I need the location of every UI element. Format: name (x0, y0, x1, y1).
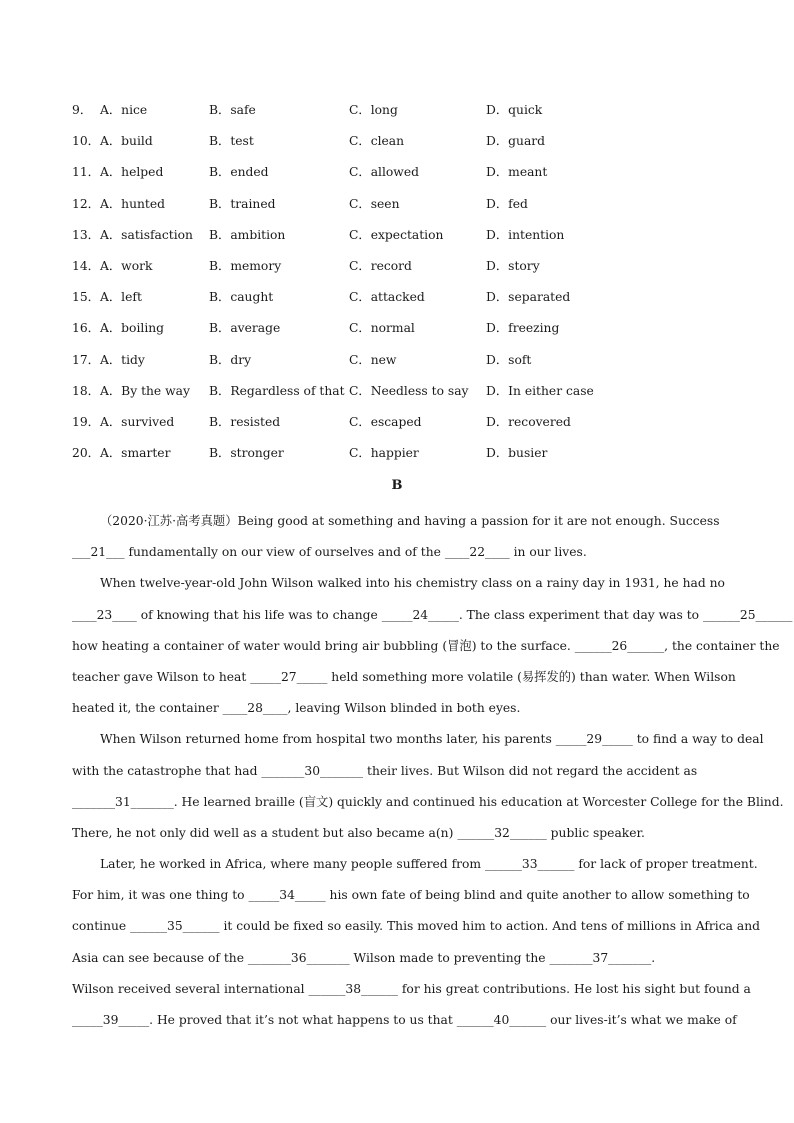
option-b: B．dry (209, 352, 252, 367)
option-row (72, 287, 752, 318)
blank-25: ______25______ (702, 607, 793, 622)
blank-29: _____29_____ (555, 732, 633, 747)
passage-line (72, 818, 732, 849)
passage-text: their lives. But Wilson did not regard the accident as (363, 763, 698, 778)
option-b: B．trained (209, 196, 276, 211)
option-b: B．ended (209, 165, 269, 180)
blank-35: ______35______ (130, 919, 220, 934)
option-d: D．meant (486, 165, 548, 180)
passage-text: his own fate of being blind and quite another to allow something to (325, 888, 750, 903)
option-c: C．clean (349, 134, 405, 149)
option-c: C．seen (349, 196, 400, 211)
option-d: D．separated (486, 290, 571, 305)
question-number: 12． (72, 196, 100, 211)
question-number: 18． (72, 383, 100, 398)
blank-26: ______26______ (574, 638, 665, 653)
passage-text: . He learned braille (盲文) quickly and continued his education at Worcester College for the Blind. (173, 794, 784, 809)
blank-28: ____28____ (222, 701, 288, 716)
blank-31: _______31_______ (72, 794, 174, 809)
option-a: A．nice (100, 103, 148, 117)
question-number: 17． (72, 352, 100, 367)
option-a: A．left (100, 290, 142, 305)
passage-text: in our lives. (509, 545, 587, 560)
blank-23: ____23____ (72, 607, 137, 622)
passage (72, 506, 793, 1036)
passage-line (72, 662, 736, 693)
blank-21: ___21___ (72, 545, 125, 560)
blank-37: _______37_______ (549, 950, 652, 965)
section-title: B (391, 478, 403, 493)
option-a: A．helped (100, 165, 164, 180)
option-d: D．recovered (486, 414, 571, 429)
passage-text: with the catastrophe that had (72, 763, 262, 778)
passage-text: There, he not only did well as a student but also became a(n) (72, 825, 458, 840)
option-a: A．satisfaction (100, 227, 193, 242)
option-d: D．intention (486, 227, 565, 242)
option-a: A．survived (100, 414, 175, 429)
passage-text: （2020·江苏·高考真题）Being good at something and having a passion for it are not enough. Success (100, 514, 720, 528)
option-a: A．boiling (100, 321, 165, 336)
passage-text: fundamentally on our view of ourselves and of the (124, 545, 445, 560)
blank-33: ______33______ (485, 857, 575, 872)
passage-text: to find a way to deal (632, 732, 764, 747)
blank-34: _____34_____ (248, 888, 326, 903)
option-c: C．expectation (349, 227, 444, 242)
option-d: D．guard (486, 134, 546, 149)
passage-text: Wilson received several international (72, 981, 309, 996)
passage-line (72, 880, 750, 911)
passage-text: it could be fixed so easily. This moved him to action. And tens of millions in Africa and (219, 919, 760, 934)
blank-30: _______30_______ (261, 763, 364, 778)
question-number: 20． (72, 446, 100, 461)
option-b: B．average (209, 321, 281, 336)
option-c: C．new (349, 352, 397, 367)
option-row (72, 256, 752, 287)
option-c: C．allowed (349, 165, 419, 180)
option-d: D．fed (486, 196, 528, 211)
passage-text: our lives-it’s what we make of (546, 1013, 737, 1027)
blank-27: _____27_____ (250, 669, 328, 684)
option-d: D．freezing (486, 321, 560, 336)
option-b: B．safe (209, 103, 256, 117)
blank-32: ______32______ (457, 825, 547, 840)
passage-line (72, 506, 732, 537)
option-row (72, 162, 752, 193)
passage-text: continue (72, 919, 131, 934)
question-number: 15． (72, 290, 100, 305)
option-d: D．quick (486, 103, 543, 117)
option-row (72, 350, 752, 381)
option-c: C．long (349, 103, 398, 117)
option-c: C．record (349, 258, 412, 273)
passage-line (72, 849, 758, 880)
option-c: C．happier (349, 446, 419, 461)
passage-text: for lack of proper treatment. (574, 857, 758, 872)
option-d: D．busier (486, 446, 548, 461)
option-d: D．story (486, 258, 540, 273)
question-number: 16． (72, 321, 100, 336)
passage-line (72, 568, 732, 599)
option-row (72, 318, 752, 349)
option-b: B．caught (209, 290, 274, 305)
passage-line (72, 787, 784, 818)
option-a: A．smarter (100, 446, 171, 461)
passage-line (72, 693, 732, 724)
option-a: A．hunted (100, 196, 166, 211)
question-number: 11． (72, 165, 100, 180)
passage-text: Asia can see because of the (72, 950, 248, 965)
passage-text: teacher gave Wilson to heat (72, 669, 251, 684)
option-a: A．build (100, 134, 153, 149)
option-b: B．stronger (209, 446, 284, 461)
blank-22: ____22____ (444, 545, 510, 560)
passage-line (72, 911, 760, 942)
blank-36: _______36_______ (247, 950, 350, 965)
passage-text: public speaker. (546, 825, 645, 840)
question-number: 14． (72, 258, 100, 273)
option-a: A．By the way (100, 383, 190, 398)
passage-text: When Wilson returned home from hospital two months later, his parents (100, 732, 556, 747)
option-row (72, 194, 752, 225)
passage-text: For him, it was one thing to (72, 888, 249, 903)
option-b: B．Regardless of that (209, 383, 345, 398)
passage-line (72, 724, 764, 755)
blank-38: ______38______ (308, 981, 398, 996)
question-number: 13． (72, 227, 100, 242)
passage-text: for his great contributions. He lost his sight but found a (397, 981, 751, 996)
option-row (72, 412, 752, 443)
passage-text: , the container the (664, 638, 780, 653)
option-row (72, 100, 752, 131)
passage-line (72, 756, 732, 787)
question-number: 19． (72, 414, 100, 429)
question-number: 9． (72, 103, 93, 117)
passage-text: . He proved that it’s not what happens to us that (149, 1013, 457, 1027)
options-list (72, 100, 752, 474)
option-row (72, 381, 752, 412)
option-b: B．memory (209, 258, 282, 273)
passage-line (72, 943, 732, 974)
option-c: C．Needless to say (349, 383, 469, 398)
option-d: D．soft (486, 352, 532, 367)
option-b: B．test (209, 134, 254, 149)
passage-text: When twelve-year-old John Wilson walked into his chemistry class on a rainy day in 1931, he had no (100, 576, 725, 591)
option-row (72, 443, 752, 474)
passage-text: held something more volatile (易挥发的) than water. When Wilson (327, 669, 736, 684)
passage-line (72, 974, 751, 1005)
passage-text: how heating a container of water would bring air bubbling (冒泡) to the surface. (72, 638, 575, 653)
passage-line (72, 1005, 737, 1036)
blank-24: _____24_____ (381, 607, 459, 622)
passage-text: Wilson made to preventing the (349, 950, 550, 965)
passage-text: heated it, the container (72, 701, 223, 716)
passage-text: . The class experiment that day was to (458, 607, 703, 622)
passage-text: Later, he worked in Africa, where many people suffered from (100, 857, 485, 872)
question-number: 10． (72, 134, 100, 149)
option-a: A．tidy (100, 352, 145, 367)
option-a: A．work (100, 258, 153, 273)
option-row (72, 225, 752, 256)
blank-39: _____39_____ (72, 1013, 150, 1027)
option-c: C．attacked (349, 290, 425, 305)
option-row (72, 131, 752, 162)
passage-text: of knowing that his life was to change (136, 607, 382, 622)
option-c: C．escaped (349, 414, 422, 429)
option-b: B．resisted (209, 414, 281, 429)
passage-line (72, 537, 732, 568)
blank-40: ______40______ (456, 1013, 547, 1027)
passage-line (72, 600, 793, 631)
passage-text: . (651, 950, 656, 965)
option-b: B．ambition (209, 227, 286, 242)
option-d: D．In either case (486, 383, 594, 398)
passage-text: , leaving Wilson blinded in both eyes. (287, 701, 521, 716)
passage-line (72, 631, 780, 662)
option-c: C．normal (349, 321, 415, 336)
